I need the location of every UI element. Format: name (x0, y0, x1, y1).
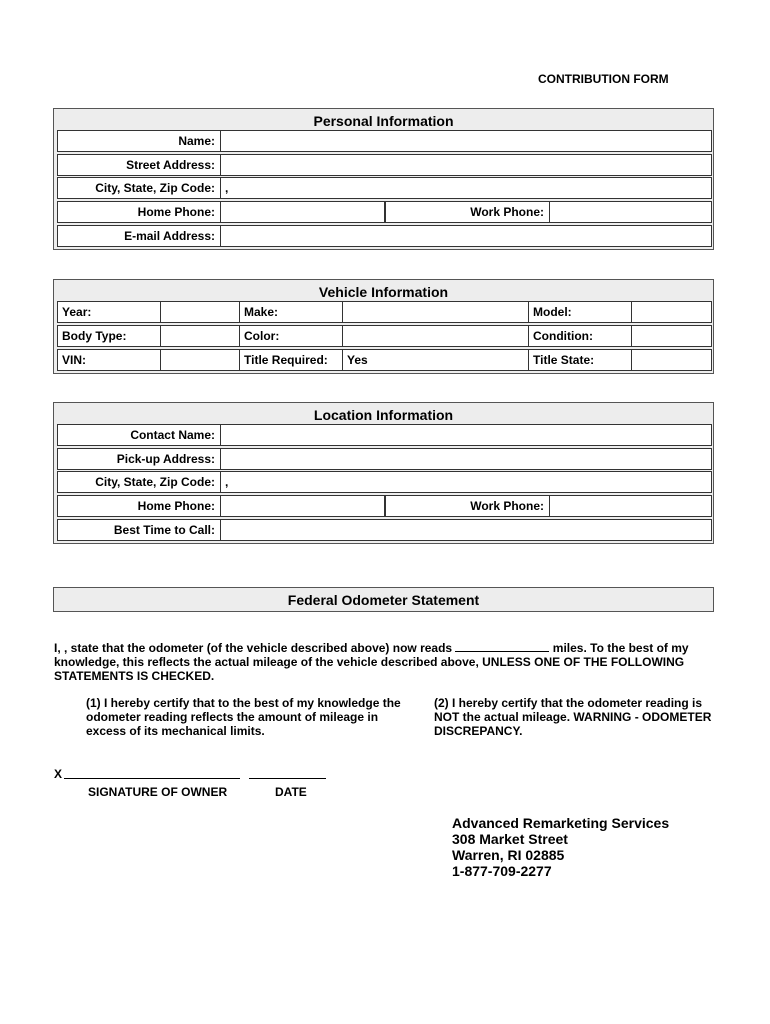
title-required-label: Title Required: (239, 349, 343, 371)
location-city-state-zip-field[interactable]: , (220, 471, 712, 493)
location-work-phone-label: Work Phone: (385, 495, 550, 517)
name-row (57, 130, 712, 152)
best-time-row (57, 519, 712, 541)
city-row (57, 177, 712, 199)
mileage-blank[interactable] (455, 641, 549, 652)
company-name: Advanced Remarketing Services (452, 815, 670, 831)
email-row (57, 225, 712, 247)
title-state-field[interactable] (631, 349, 712, 371)
make-label: Make: (239, 301, 343, 323)
work-phone-field[interactable] (549, 201, 712, 223)
pickup-address-label: Pick-up Address: (57, 448, 221, 470)
body-type-label: Body Type: (57, 325, 161, 347)
title-required-field[interactable]: Yes (342, 349, 529, 371)
name-field[interactable] (220, 130, 712, 152)
signature-x-mark: X (54, 767, 63, 781)
odometer-statement-title: Federal Odometer Statement (53, 587, 714, 612)
make-field[interactable] (342, 301, 529, 323)
year-label: Year: (57, 301, 161, 323)
name-label: Name: (57, 130, 221, 152)
location-information-section (53, 402, 714, 544)
pickup-row (57, 448, 712, 470)
color-label: Color: (239, 325, 343, 347)
model-field[interactable] (631, 301, 712, 323)
location-city-state-zip-label: City, State, Zip Code: (57, 471, 221, 493)
personal-information-section (53, 108, 714, 250)
contact-row (57, 424, 712, 446)
date-line[interactable] (249, 768, 326, 779)
vehicle-information-section (53, 279, 714, 374)
home-phone-label: Home Phone: (57, 201, 221, 223)
best-time-field[interactable] (220, 519, 712, 541)
best-time-label: Best Time to Call: (57, 519, 221, 541)
company-address (452, 815, 669, 879)
year-field[interactable] (160, 301, 240, 323)
pickup-address-field[interactable] (220, 448, 712, 470)
body-type-field[interactable] (160, 325, 240, 347)
location-home-phone-label: Home Phone: (57, 495, 221, 517)
model-label: Model: (528, 301, 632, 323)
signature-of-owner-label: SIGNATURE OF OWNER (88, 785, 228, 799)
street-address-field[interactable] (220, 154, 712, 176)
location-information-title: Location Information (313, 407, 454, 423)
odometer-paragraph (54, 641, 714, 683)
email-address-field[interactable] (220, 225, 712, 247)
company-street: 308 Market Street (452, 831, 568, 847)
odometer-paragraph-part2: miles. To the best of my knowledge, this reflects the actual mileage of the vehicle described above, UNLESS ONE OF THE FOLLOWING STATEMENTS IS CHECKED. (54, 641, 689, 683)
city-state-zip-label: City, State, Zip Code: (57, 177, 221, 199)
street-address-label: Street Address: (57, 154, 221, 176)
location-phone-row (57, 495, 712, 517)
color-field[interactable] (342, 325, 529, 347)
phone-row (57, 201, 712, 223)
location-home-phone-field[interactable] (220, 495, 385, 517)
street-row (57, 154, 712, 176)
vehicle-information-title: Vehicle Information (318, 284, 449, 300)
location-city-row (57, 471, 712, 493)
company-city: Warren, RI 02885 (452, 847, 565, 863)
contact-name-field[interactable] (220, 424, 712, 446)
city-state-zip-field[interactable]: , (220, 177, 712, 199)
signature-line[interactable] (64, 768, 240, 779)
condition-field[interactable] (631, 325, 712, 347)
work-phone-label: Work Phone: (385, 201, 550, 223)
vehicle-row-2 (57, 325, 712, 347)
contact-name-label: Contact Name: (57, 424, 221, 446)
odometer-paragraph-part1: I, , state that the odometer (of the vehicle described above) now reads (54, 641, 453, 655)
personal-information-title: Personal Information (313, 113, 454, 129)
form-title: CONTRIBUTION FORM (538, 72, 669, 86)
company-phone: 1-877-709-2277 (452, 863, 552, 879)
condition-label: Condition: (528, 325, 632, 347)
vin-field[interactable] (160, 349, 240, 371)
vehicle-row-1 (57, 301, 712, 323)
home-phone-field[interactable] (220, 201, 385, 223)
certification-1[interactable]: (1) I hereby certify that to the best of my knowledge the odometer reading reflects the amount of mileage in excess of its mechanical limits. (86, 696, 401, 738)
vehicle-row-3 (57, 349, 712, 371)
location-work-phone-field[interactable] (549, 495, 712, 517)
date-label: DATE (275, 785, 307, 799)
certification-2[interactable]: (2) I hereby certify that the odometer reading is NOT the actual mileage. WARNING - ODOMETER DISCREPANCY. (434, 696, 712, 738)
vin-label: VIN: (57, 349, 161, 371)
email-address-label: E-mail Address: (57, 225, 221, 247)
title-state-label: Title State: (528, 349, 632, 371)
